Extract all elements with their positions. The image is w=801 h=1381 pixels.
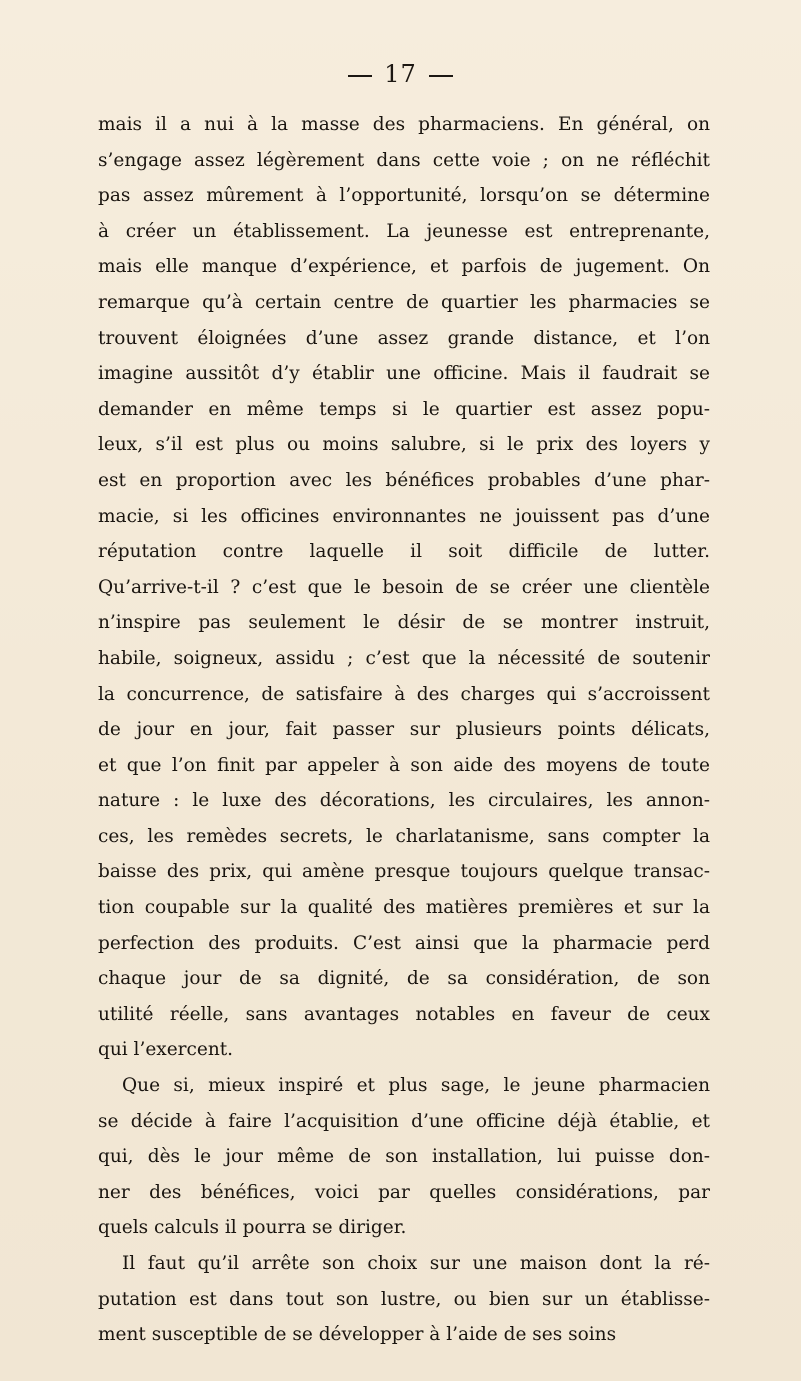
text-line: de jour en jour, fait passer sur plusieurs points délicats, [98,719,710,741]
text-line: utilité réelle, sans avantages notables en faveur de ceux [98,1003,710,1025]
text-line: imagine aussitôt d’y établir une officine. Mais il faudrait se [98,363,710,385]
text-line: macie, si les officines environnantes ne jouissent pas d’une [98,505,710,527]
paragraph-start-line: Il faut qu’il arrête son choix sur une maison dont la ré- [122,1253,710,1274]
text-line: ner des bénéfices, voici par quelles considérations, par [98,1181,710,1203]
text-line: n’inspire pas seulement le désir de se montrer instruit, [98,612,710,634]
text-line: demander en même temps si le quartier est assez popu- [98,398,710,420]
text-line: Qu’arrive-t-il ? c’est que le besoin de se créer une clientèle [98,576,710,598]
text-line: mais elle manque d’expérience, et parfois de jugement. On [98,256,710,278]
text-line: se décide à faire l’acquisition d’une officine déjà établie, et [98,1110,710,1132]
text-line: tion coupable sur la qualité des matières premières et sur la [98,897,710,919]
page-number: 17 [384,60,417,88]
text-line: trouvent éloignées d’une assez grande distance, et l’on [98,327,710,349]
text-line: mais il a nui à la masse des pharmaciens. En général, on [98,114,710,135]
text-line: s’engage assez légèrement dans cette voie ; on ne réfléchit [98,149,710,171]
paragraph-start-line: Que si, mieux inspiré et plus sage, le jeune pharmacien [122,1075,710,1097]
text-line: ces, les remèdes secrets, le charlatanisme, sans compter la [98,825,710,847]
body-text [98,107,710,1353]
text-line: à créer un établissement. La jeunesse est entreprenante, [98,220,710,242]
page-header [0,60,801,88]
text-line: baisse des prix, qui amène presque toujours quelque transac- [98,861,710,883]
header-dash-right [429,75,453,77]
text-line: qui, dès le jour même de son installation, lui puisse don- [98,1146,710,1168]
text-line: leux, s’il est plus ou moins salubre, si le prix des loyers y [98,434,710,456]
text-line: putation est dans tout son lustre, ou bien sur un établisse- [98,1288,710,1310]
text-line: la concurrence, de satisfaire à des charges qui s’accroissent [98,683,710,705]
text-line: quels calculs il pourra se diriger. [98,1217,407,1239]
text-line: est en proportion avec les bénéfices probables d’une phar- [98,469,710,491]
text-line: réputation contre laquelle il soit difficile de lutter. [98,541,710,563]
text-line: perfection des produits. C’est ainsi que la pharmacie perd [98,932,710,954]
text-line: chaque jour de sa dignité, de sa considération, de son [98,968,710,990]
text-line: nature : le luxe des décorations, les circulaires, les annon- [98,790,710,812]
text-line: ment susceptible de se développer à l’aide de ses soins [98,1324,617,1346]
text-line: pas assez mûrement à l’opportunité, lorsqu’on se détermine [98,185,710,207]
header-dash-left [348,75,372,77]
text-line: et que l’on finit par appeler à son aide des moyens de toute [98,754,710,776]
text-line: qui l’exercent. [98,1039,234,1061]
text-line: habile, soigneux, assidu ; c’est que la nécessité de soutenir [98,647,710,669]
text-line: remarque qu’à certain centre de quartier les pharmacies se [98,291,710,313]
